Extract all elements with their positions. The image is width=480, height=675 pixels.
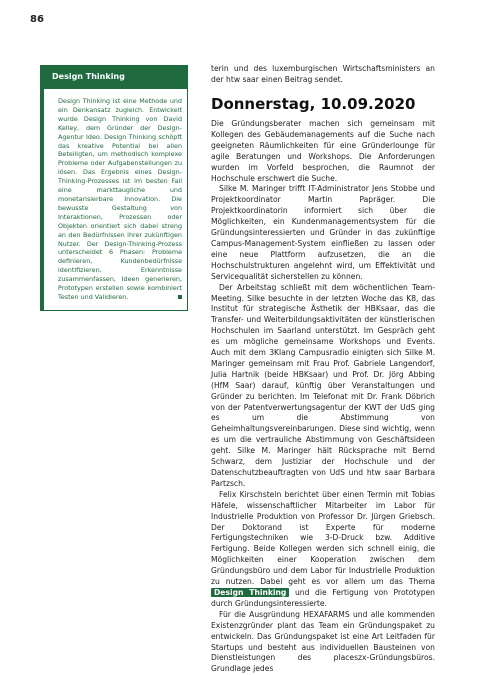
paragraph: Für die Ausgründung HEXAFARMS und alle kommenden Existenzgründer plant das Team ein Gründungspaket zu entwickeln. Das Gründungspaket ist eine Art Leitfaden für Startups und besteht aus individuellen Bausteinen von Dienstleistungen des placeszx-Gründungsbüros. Grundlage jedes — [211, 609, 435, 674]
intro-text: terin und des luxemburgischen Wirtschaftsministers an der htw saar einen Beitrag sendet. — [211, 64, 435, 84]
paragraph: Der Arbeitstag schließt mit dem wöchentlichen Team-Meeting. Silke besuchte in der letzten Woche das K8, das Institut für strategische Ästhetik der HBKsaar, das die Transfer- und Weiterbildungsaktivitäten der künstlerischen Hochschulen im Saarland unterstützt. Im Gespräch geht es um mögliche gemeinsame Workshops und Events. Auch mit dem 3Klang Campusradio einigten sich Silke M. Maringer gemeinsam mit Frau Prof. Gabriele Langendorf, Julia Hartnik (beide HBKsaar) und Prof. Dr. Jörg Abbing (HfM Saar) darauf, künftig über Veranstaltungen und Gründer zu berichten. Im Telefonat mit Dr. Frank Döbrich von der Patentverwertungsagentur der KWT der UdS ging es um die Abstimmung von Geheimhaltungsvereinbarungen. Diese sind wichtig, wenn es um die vertrauliche Abstimmung von Geschäftsideen geht. Silke M. Maringer hält Rücksprache mit Bernd Schwarz, dem Justiziar der Hochschule und der Datenschutzbeauftragten von UdS und htw saar Barbara Partzsch. — [211, 282, 435, 488]
paragraph: Die Gründungsberater machen sich gemeinsam mit Kollegen des Gebäudemanagements auf die Suche nach geeigneten Räumlichkeiten für eine Gründerlounge für agile Beratungen und Workshops. Die Anforderungen wurden im Vorfeld besprochen, die Raumnot der Hochschule erschwert die Suche. — [211, 119, 435, 183]
paragraph-text: und die Fertigung von Prototypen durch Gründungsinteressierte. — [211, 587, 435, 608]
end-mark-icon — [178, 295, 182, 299]
paragraph — [211, 490, 435, 610]
page-number: 86 — [30, 14, 44, 25]
intro-column — [211, 64, 435, 86]
paragraph-text: Felix Kirschstein berichtet über einen Termin mit Tobias Häfele, wissenschaftlicher Mitarbeiter im Labor für Industrielle Produktion von Professor Dr. Jürgen Griebsch. Der Doktorand ist Experte für moderne Fertigungstechniken wie 3-D-Druck bzw. Additive Fertigung. Beide Kollegen werden sich schnell einig, die Möglichkeiten einer Kooperation zwischen dem Gründungsbüro und dem Labor für Industrielle Produktion zu nutzen. Dabei geht es vor allem um das Thema — [211, 489, 435, 587]
sidebar-title: Design Thinking — [40, 65, 188, 89]
headline: Donnerstag, 10.09.2020 — [211, 95, 416, 113]
design-thinking-tag[interactable]: Design Thinking — [211, 588, 289, 597]
sidebar-body: Design Thinking ist eine Methode und ein Denkansatz zugleich. Entwickelt wurde Design Thinking von David Kelley, dem Gründer der Design-Agentur Ideo. Design Thinking schöpft das kreative Potential bei allen Beteiligten, um methodisch komplexe Probleme oder Aufgabenstellungen zu lösen. Das Ergebnis eines Design-Thinking-Prozesses ist im besten Fall eine markttaugliche und monetarisierbare Innovation. Die bewusste Gestaltung von Interaktionen, Prozessen oder Objekten orientiert sich dabei streng an den Bedürfnissen ihrer zukünftigen Nutzer. Der Design-Thinking-Prozess unterscheidet 6 Phasen: Probleme definieren, Kundenbedürfnisse identifizieren, Erkenntnisse zusammenfassen, Ideen generieren, Prototypen erstellen sowie kombiniert Testen und Validieren. — [58, 97, 182, 301]
sidebar-text — [58, 97, 182, 302]
article-body — [211, 119, 435, 675]
paragraph: Silke M. Maringer trifft IT-Administrator Jens Stobbe und Projektkoordinator Martin Papräger. Die Projektkoordinatorin informiert sich über die Möglichkeiten, ein Kundenmanagementsystem für die Gründungsinteressierten und Gründer in das zukünftige Campus-Management-System einfließen zu lassen oder eine neue Plattform aufzusetzen, die an die Hochschulstrukturen angelehnt wird, um Effektivität und Servicequalität sicherstellen zu können. — [211, 184, 435, 281]
